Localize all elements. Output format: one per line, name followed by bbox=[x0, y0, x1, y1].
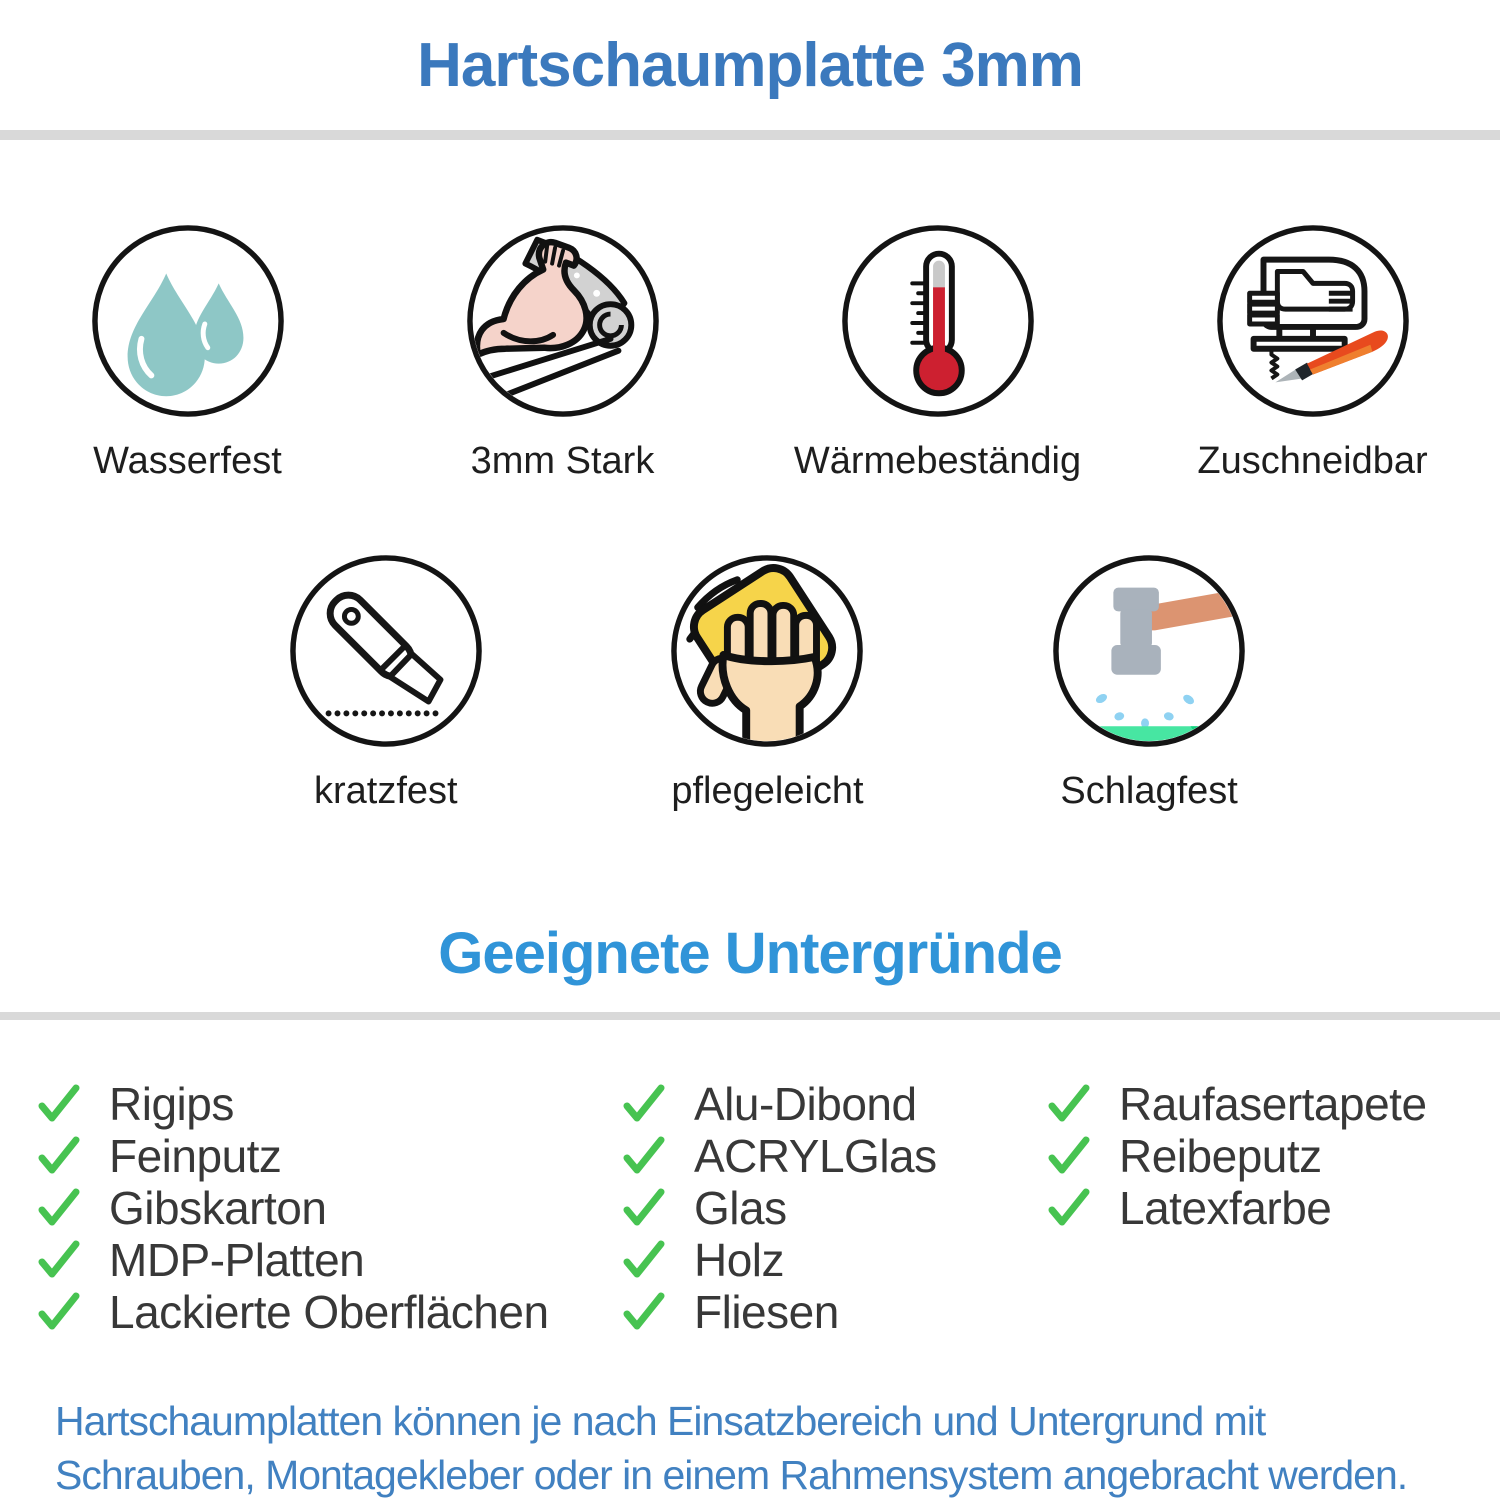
surface-item bbox=[620, 1286, 1045, 1338]
utility-knife-icon bbox=[287, 552, 485, 750]
feature-row-1 bbox=[0, 222, 1500, 484]
surface-label: Feinputz bbox=[109, 1130, 282, 1182]
surface-label: Lackierte Oberflächen bbox=[109, 1286, 549, 1338]
surface-item bbox=[35, 1234, 620, 1286]
check-icon bbox=[620, 1082, 668, 1126]
check-icon bbox=[1045, 1082, 1093, 1126]
surfaces-column-3 bbox=[1045, 1078, 1427, 1338]
surface-label: MDP-Platten bbox=[109, 1234, 365, 1286]
divider-top bbox=[0, 130, 1500, 140]
surface-label: ACRYLGlas bbox=[694, 1130, 937, 1182]
surface-item bbox=[35, 1182, 620, 1234]
footer-line-1: Hartschaumplatten können je nach Einsatzbereich und Untergrund mit bbox=[55, 1398, 1266, 1444]
water-drops-icon bbox=[89, 222, 287, 420]
check-icon bbox=[35, 1186, 83, 1230]
feature-item-pflegeleicht bbox=[668, 552, 866, 814]
footer-note bbox=[0, 1394, 1500, 1500]
surface-label: Latexfarbe bbox=[1119, 1182, 1332, 1234]
surface-item bbox=[620, 1130, 1045, 1182]
surface-item bbox=[620, 1182, 1045, 1234]
thermometer-icon bbox=[839, 222, 1037, 420]
feature-row-2 bbox=[195, 552, 1340, 814]
surfaces-column-1 bbox=[35, 1078, 620, 1338]
check-icon bbox=[1045, 1134, 1093, 1178]
section-title: Geeignete Untergründe bbox=[438, 921, 1062, 986]
page-title: Hartschaumplatte 3mm bbox=[417, 31, 1083, 100]
jigsaw-and-cutter-icon bbox=[1214, 222, 1412, 420]
check-icon bbox=[620, 1186, 668, 1230]
surfaces-list bbox=[0, 1078, 1500, 1338]
surface-item bbox=[35, 1078, 620, 1130]
surface-item bbox=[35, 1130, 620, 1182]
feature-label: pflegeleicht bbox=[671, 770, 864, 812]
hammer-impact-icon bbox=[1050, 552, 1248, 750]
check-icon bbox=[35, 1290, 83, 1334]
muscle-arm-foam-roll-icon bbox=[464, 222, 662, 420]
check-icon bbox=[35, 1134, 83, 1178]
surface-label: Glas bbox=[694, 1182, 787, 1234]
feature-label: 3mm Stark bbox=[470, 440, 655, 482]
feature-label: Wasserfest bbox=[93, 440, 282, 482]
feature-label: Wärmebeständig bbox=[793, 440, 1082, 482]
wiping-hand-cloth-icon bbox=[668, 552, 866, 750]
check-icon bbox=[620, 1134, 668, 1178]
check-icon bbox=[1045, 1186, 1093, 1230]
surface-item bbox=[1045, 1078, 1427, 1130]
surface-label: Raufasertapete bbox=[1119, 1078, 1427, 1130]
feature-item-3mm-stark bbox=[464, 222, 662, 484]
surface-label: Fliesen bbox=[694, 1286, 839, 1338]
divider-middle bbox=[0, 1012, 1500, 1020]
surface-item bbox=[1045, 1182, 1427, 1234]
check-icon bbox=[35, 1082, 83, 1126]
surface-item bbox=[35, 1286, 620, 1338]
feature-item-wasserfest bbox=[89, 222, 287, 484]
feature-item-kratzfest bbox=[287, 552, 485, 814]
surface-item bbox=[620, 1234, 1045, 1286]
surfaces-column-2 bbox=[620, 1078, 1045, 1338]
feature-item-schlagfest bbox=[1050, 552, 1248, 814]
surface-item bbox=[620, 1078, 1045, 1130]
surface-item bbox=[1045, 1130, 1427, 1182]
surface-label: Rigips bbox=[109, 1078, 234, 1130]
surface-label: Gibskarton bbox=[109, 1182, 327, 1234]
check-icon bbox=[620, 1290, 668, 1334]
feature-item-waermebestaendig bbox=[794, 222, 1081, 484]
surface-label: Alu-Dibond bbox=[694, 1078, 917, 1130]
feature-label: Schlagfest bbox=[1060, 770, 1238, 812]
feature-label: kratzfest bbox=[314, 770, 458, 812]
feature-item-zuschneidbar bbox=[1197, 222, 1427, 484]
surface-label: Holz bbox=[694, 1234, 785, 1286]
feature-label: Zuschneidbar bbox=[1197, 440, 1428, 482]
check-icon bbox=[620, 1238, 668, 1282]
check-icon bbox=[35, 1238, 83, 1282]
surface-label: Reibeputz bbox=[1119, 1130, 1322, 1182]
footer-line-2: Schrauben, Montagekleber oder in einem Rahmensystem angebracht werden. bbox=[55, 1452, 1408, 1498]
